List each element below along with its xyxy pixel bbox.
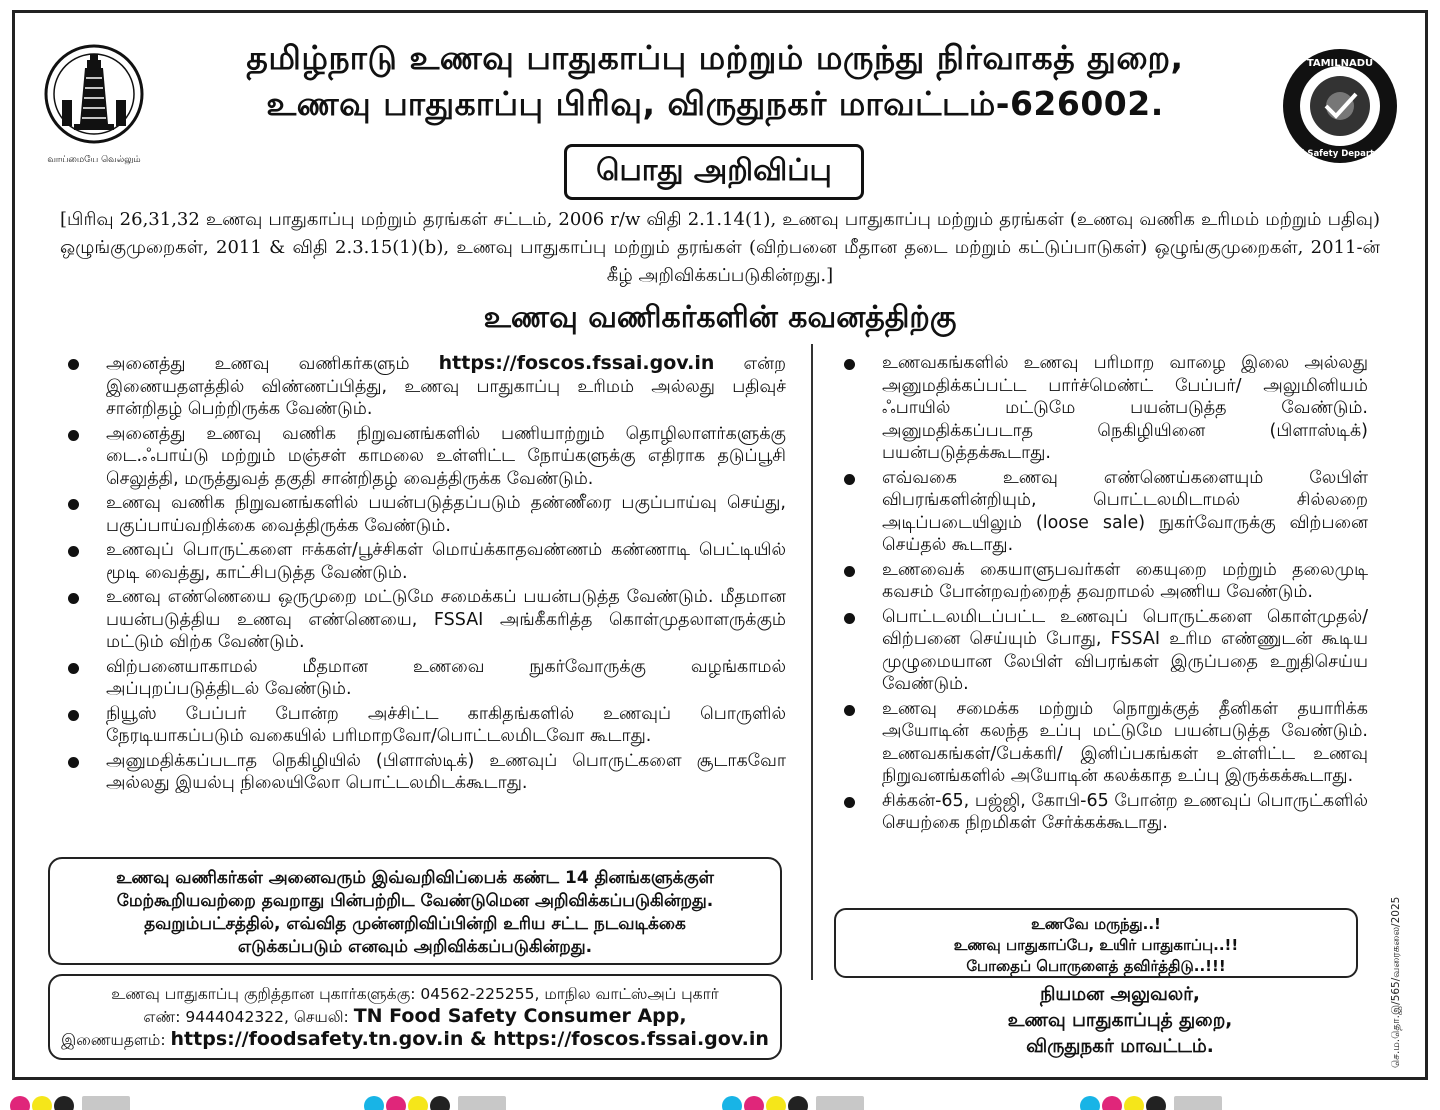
foscos-link[interactable]: https://foscos.fssai.gov.in — [438, 352, 715, 374]
attention-subheading: உணவு வணிகர்களின் கவனத்திற்கு — [483, 300, 957, 335]
yellow-dot-icon — [1124, 1096, 1144, 1110]
bullet-dot-icon — [844, 613, 855, 624]
list-item: உணவு வணிக நிறுவனங்களில் பயன்படுத்தப்படும் தண்ணீரை பகுப்பாய்வு செய்து, பகுப்பாய்வறிக்கை வைத்திருக்க வேண்டும். — [62, 492, 786, 537]
print-registration-marks — [0, 1090, 1440, 1110]
cmyk-mark-group — [1080, 1096, 1222, 1110]
list-item: எவ்வகை உணவு எண்ணெய்களையும் லேபிள் விபரங்களின்றியும், பொட்டலமிடாமல் சில்லறை அடிப்படையிலும் (loose sale) நுகர்வோருக்கு விற்பனை செய்தல் கூடாது. — [838, 467, 1368, 557]
emblem-motto: வாய்மையே வெல்லும் — [47, 155, 141, 165]
list-item: உணவைக் கையாளுபவர்கள் கையுறை மற்றும் தலைமுடி கவசம் போன்றவற்றைத் தவறாமல் அணிய வேண்டும். — [838, 559, 1368, 604]
tamilnadu-emblem-icon — [40, 38, 148, 168]
list-item: விற்பனையாகாமல் மீதமான உணவை நுகர்வோருக்கு வழங்காமல் அப்புறப்படுத்திடல் வேண்டும். — [62, 656, 786, 701]
right-bullet-list — [838, 352, 1368, 837]
website-links[interactable]: https://foodsafety.tn.gov.in & https://foscos.fssai.gov.in — [170, 1028, 769, 1050]
bullet-dot-icon — [844, 797, 855, 808]
food-safety-department-logo-icon — [1280, 46, 1400, 166]
bullet-dot-icon — [68, 430, 79, 441]
magenta-dot-icon — [1102, 1096, 1122, 1110]
list-item: உணவகங்களில் உணவு பரிமாற வாழை இலை அல்லது அனுமதிக்கப்பட்ட பார்ச்மெண்ட் பேப்பர்/ அலுமினியம் ஃபாயில் மட்டுமே பயன்படுத்த வேண்டும். அனுமதிக்கப்படாத நெகிழியினை (பிளாஸ்டிக்) பயன்படுத்தக்கூடாது. — [838, 352, 1368, 465]
yellow-dot-icon — [408, 1096, 428, 1110]
grey-swatch-icon — [816, 1096, 864, 1110]
bullet-dot-icon — [68, 499, 79, 510]
magenta-dot-icon — [744, 1096, 764, 1110]
yellow-dot-icon — [32, 1096, 52, 1110]
department-title: தமிழ்நாடு உணவு பாதுகாப்பு மற்றும் மருந்து நிர்வாகத் துறை, — [246, 38, 1184, 77]
division-title: உணவு பாதுகாப்பு பிரிவு, விருதுநகர் மாவட்டம்-626002. — [266, 84, 1164, 123]
list-item: உணவுப் பொருட்களை ஈக்கள்/பூச்சிகள் மொய்க்காதவண்ணம் கண்ணாடி பெட்டியில் மூடி வைத்து, காட்சிபடுத்த வேண்டும். — [62, 539, 786, 584]
bullet-dot-icon — [68, 757, 79, 768]
bullet-dot-icon — [68, 359, 79, 370]
magenta-dot-icon — [10, 1096, 30, 1110]
black-dot-icon — [54, 1096, 74, 1110]
list-item: உணவு சமைக்க மற்றும் நொறுக்குத் தீனிகள் தயாரிக்க அயோடின் கலந்த உப்பு மட்டுமே பயன்படுத்த வேண்டும். உணவகங்கள்/பேக்கரி/ இனிப்பகங்கள் உள்ளிட்ட உணவு நிறுவனங்களில் அயோடின் கலக்காத உப்பு இருக்கக்கூடாது. — [838, 698, 1368, 788]
list-item: உணவு எண்ணெயை ஒருமுறை மட்டுமே சமைக்கப் பயன்படுத்த வேண்டும். மீதமான பயன்படுத்திய உணவு எண்ணெயை, FSSAI அங்கீகரித்த கொள்முதலாளருக்கும் மட்டும் விற்க வேண்டும். — [62, 586, 786, 654]
list-item: சிக்கன்-65, பஜ்ஜி, கோபி-65 போன்ற உணவுப் பொருட்களில் செயற்கை நிறமிகள் சேர்க்கக்கூடாது. — [838, 790, 1368, 835]
consumer-app-name: TN Food Safety Consumer App, — [353, 1005, 687, 1027]
yellow-dot-icon — [766, 1096, 786, 1110]
black-dot-icon — [430, 1096, 450, 1110]
bullet-dot-icon — [68, 593, 79, 604]
list-item: பொட்டலமிடப்பட்ட உணவுப் பொருட்களை கொள்முதல்/விற்பனை செய்யும் போது, FSSAI உரிம எண்ணுடன் கூடிய முழுமையான லேபிள் விபரங்கள் இருப்பதை உறுதிசெய்ய வேண்டும். — [838, 606, 1368, 696]
bullet-dot-icon — [68, 546, 79, 557]
bullet-dot-icon — [844, 359, 855, 370]
cmyk-mark-group — [364, 1096, 506, 1110]
bullet-dot-icon — [844, 566, 855, 577]
list-item: அனுமதிக்கப்படாத நெகிழியில் (பிளாஸ்டிக்) உணவுப் பொருட்களை சூடாகவோ அல்லது இயல்பு நிலையிலோ பொட்டலமிடக்கூடாது. — [62, 750, 786, 795]
bullet-dot-icon — [844, 474, 855, 485]
grey-swatch-icon — [82, 1096, 130, 1110]
complaint-phone-line: உணவு பாதுகாப்பு குறித்தான புகார்களுக்கு: 04562-225255, மாநில வாட்ஸ்அப் புகார் — [111, 985, 719, 1003]
bullet-dot-icon — [844, 705, 855, 716]
bullet-dot-icon — [68, 663, 79, 674]
cyan-dot-icon — [364, 1096, 384, 1110]
grey-swatch-icon — [1174, 1096, 1222, 1110]
bullet-dot-icon — [68, 710, 79, 721]
cmyk-mark-group — [10, 1096, 130, 1110]
grey-swatch-icon — [458, 1096, 506, 1110]
list-item: அனைத்து உணவு வணிகர்களும் https://foscos.fssai.gov.in என்ற இணையதளத்தில் விண்ணப்பித்து, உணவு பாதுகாப்பு உரிமம் அல்லது பதிவுச் சான்றிதழ் பெற்றிருக்க வேண்டும். — [62, 352, 786, 421]
cmyk-mark-group — [722, 1096, 864, 1110]
compliance-warning-box: உணவு வணிகர்கள் அனைவரும் இவ்வறிவிப்பைக் கண்ட 14 தினங்களுக்குள் மேற்கூறியவற்றை தவறாது பின்பற்றிட வேண்டுமென அறிவிக்கப்படுகின்றது. தவறும்பட்சத்தில், எவ்வித முன்னறிவிப்பின்றி உரிய சட்ட நடவடிக்கை எடுக்கப்படும் எனவும் அறிவிக்கப்படுகின்றது. — [48, 857, 782, 965]
black-dot-icon — [1146, 1096, 1166, 1110]
cyan-dot-icon — [1080, 1096, 1100, 1110]
cyan-dot-icon — [722, 1096, 742, 1110]
list-item: நியூஸ் பேப்பர் போன்ற அச்சிட்ட காகிதங்களில் உணவுப் பொருளில் நேரடியாகப்படும் வகையில் பரிமாறவோ/பொட்டலமிடவோ கூடாது. — [62, 703, 786, 748]
logo-text-top: TAMILNADU — [1306, 58, 1374, 69]
slogan-box: உணவே மருந்து..! உணவு பாதுகாப்பே, உயிர் பாதுகாப்பு..!! போதைப் பொருளைத் தவிர்த்திடு..!!! — [834, 908, 1358, 978]
list-item: அனைத்து உணவு வணிக நிறுவனங்களில் பணியாற்றும் தொழிலாளர்களுக்கு டை.ஃபாய்டு மற்றும் மஞ்சள் காமலை உள்ளிட்ட நோய்களுக்கு எதிராக தடுப்பூசி செலுத்தி, மருத்துவத் தகுதி சான்றிதழ் வைத்திருக்க வேண்டும். — [62, 423, 786, 491]
public-notice-title: பொது அறிவிப்பு — [564, 144, 864, 200]
publication-reference-code: செ.ம.தொ.இ/565/வரைகலை/2025 — [1390, 896, 1402, 1068]
designated-officer-signature: நியமன அலுவலர், உணவு பாதுகாப்புத் துறை, விருதுநகர் மாவட்டம். — [1007, 984, 1233, 1057]
logo-text-bottom: Food Safety Department — [1281, 149, 1399, 159]
legal-reference-text: [பிரிவு 26,31,32 உணவு பாதுகாப்பு மற்றும் தரங்கள் சட்டம், 2006 r/w விதி 2.1.14(1), உணவு பாதுகாப்பு மற்றும் தரங்கள் (உணவு வணிக உரிமம் மற்றும் பதிவு) ஒழுங்குமுறைகள், 2011 & விதி 2.3.15(1)(b), உணவு பாதுகாப்பு மற்றும் தரங்கள் (விற்பனை மீதான தடை மற்றும் கட்டுப்பாடுகள்) ஒழுங்குமுறைகள், 2011-ன் கீழ் அறிவிக்கப்படுகின்றது.] — [60, 209, 1380, 286]
left-bullet-list — [62, 352, 786, 797]
complaint-contact-box: உணவு பாதுகாப்பு குறித்தான புகார்களுக்கு: 04562-225255, மாநில வாட்ஸ்அப் புகார் எண்: 9444042322, செயலி: TN Food Safety Consumer App, இணையதளம்: https://foodsafety.tn.gov.in & https://foscos.fssai.gov.in — [48, 974, 782, 1060]
black-dot-icon — [788, 1096, 808, 1110]
magenta-dot-icon — [386, 1096, 406, 1110]
column-divider — [811, 344, 813, 980]
